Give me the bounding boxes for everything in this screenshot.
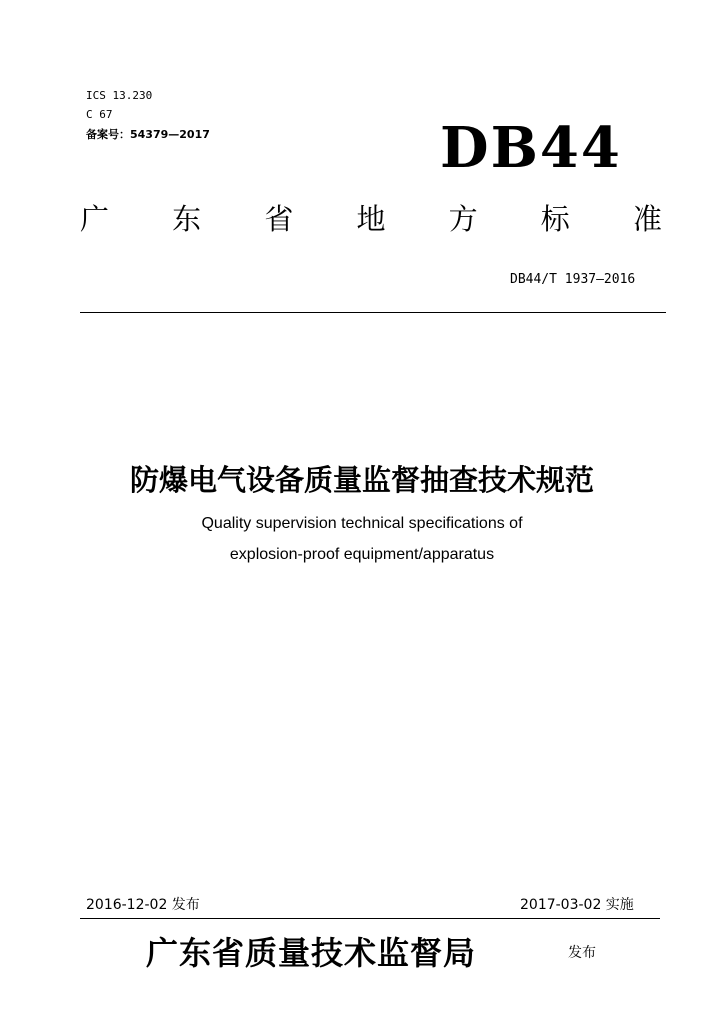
issue-date: 2016-12-02 发布: [86, 897, 200, 913]
header-divider: [80, 312, 666, 313]
filing-number: 备案号：54379—2017: [86, 128, 210, 141]
standard-type-char: 方: [448, 202, 478, 236]
standard-type-char: 广: [80, 202, 110, 236]
standard-type-char: 标: [540, 202, 570, 236]
db-logo: DB44: [440, 115, 622, 181]
standard-type-char: 地: [356, 202, 386, 236]
document-title-en-line2: explosion-proof equipment/apparatus: [229, 546, 495, 563]
issuing-authority: 广东省质量技术监督局: [146, 934, 477, 972]
ics-code: ICS 13.230: [86, 89, 153, 102]
standard-type-char: 准: [632, 202, 662, 236]
footer-divider: [80, 918, 660, 919]
document-title-cn: 防爆电气设备质量监督抽查技术规范: [129, 463, 594, 497]
standard-type-char: 东: [172, 202, 202, 236]
document-title-en-line1: Quality supervision technical specifications of: [201, 515, 523, 532]
publish-label: 发布: [568, 945, 596, 961]
standard-type-char: 省: [264, 202, 294, 236]
ccs-code: C 67: [86, 108, 113, 121]
standard-number: DB44/T 1937—2016: [510, 272, 636, 287]
effective-date: 2017-03-02 实施: [520, 897, 634, 913]
standard-type: [80, 202, 662, 236]
